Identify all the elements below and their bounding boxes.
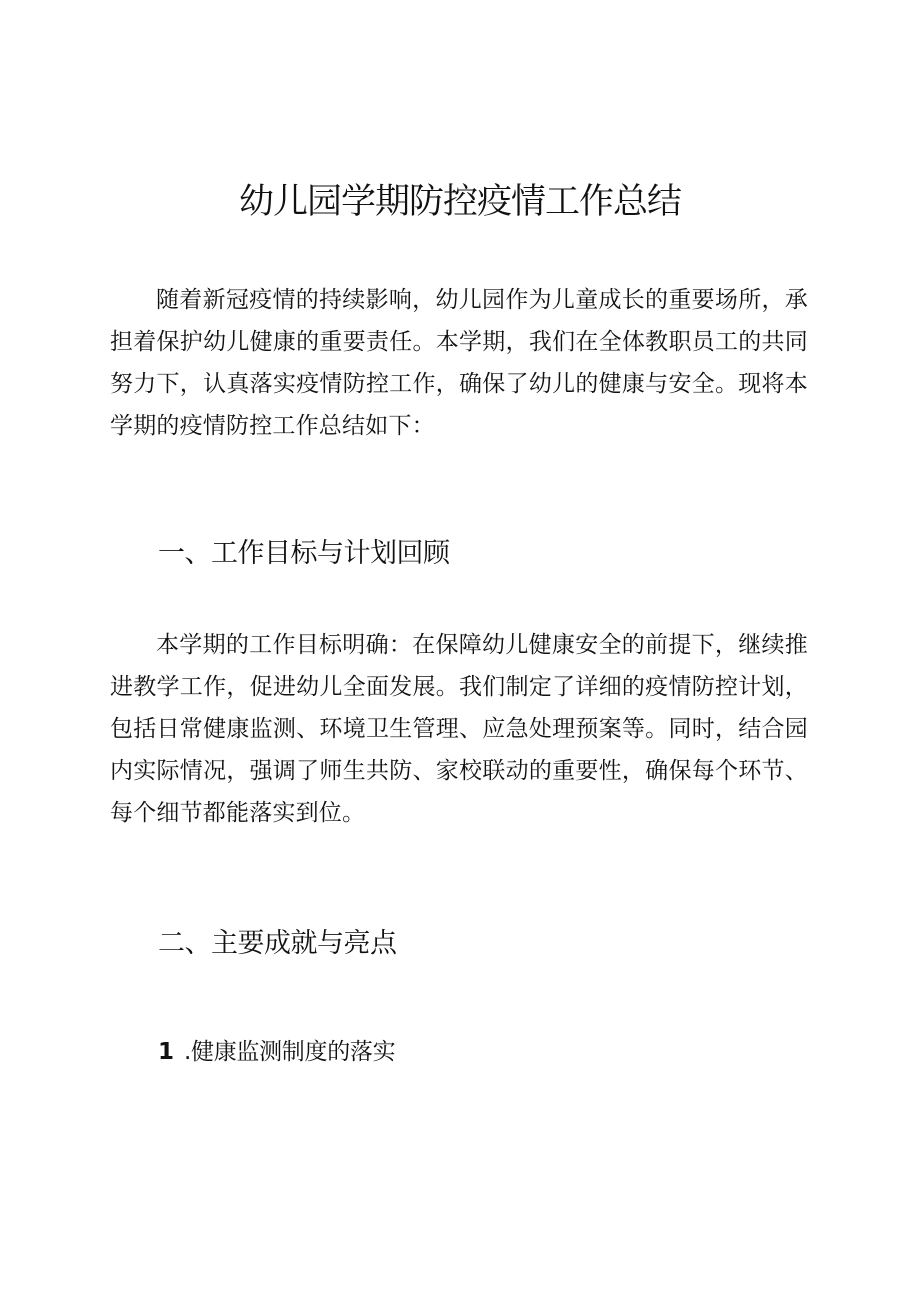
subsection-heading-health-monitoring [158,1035,395,1069]
subsection-number: 1 [158,1039,174,1065]
section-heading-achievements: 二、主要成就与亮点 [158,928,397,959]
intro-paragraph: 随着新冠疫情的持续影响，幼儿园作为儿童成长的重要场所，承担着保护幼儿健康的重要责任。本学期，我们在全体教职员工的共同努力下，认真落实疫情防控工作，确保了幼儿的健康与安全。现将本学期的疫情防控工作总结如下： [110,287,808,439]
section-heading-goals: 一、工作目标与计划回顾 [158,538,450,569]
subsection-title: .健康监测制度的落实 [184,1039,396,1065]
page-title: 幼儿园学期防控疫情工作总结 [238,182,681,222]
section-goals-paragraph: 本学期的工作目标明确：在保障幼儿健康安全的前提下，继续推进教学工作，促进幼儿全面发展。我们制定了详细的疫情防控计划，包括日常健康监测、环境卫生管理、应急处理预案等。同时，结合园内实际情况，强调了师生共防、家校联动的重要性，确保每个环节、每个细节都能落实到位。 [110,632,808,826]
